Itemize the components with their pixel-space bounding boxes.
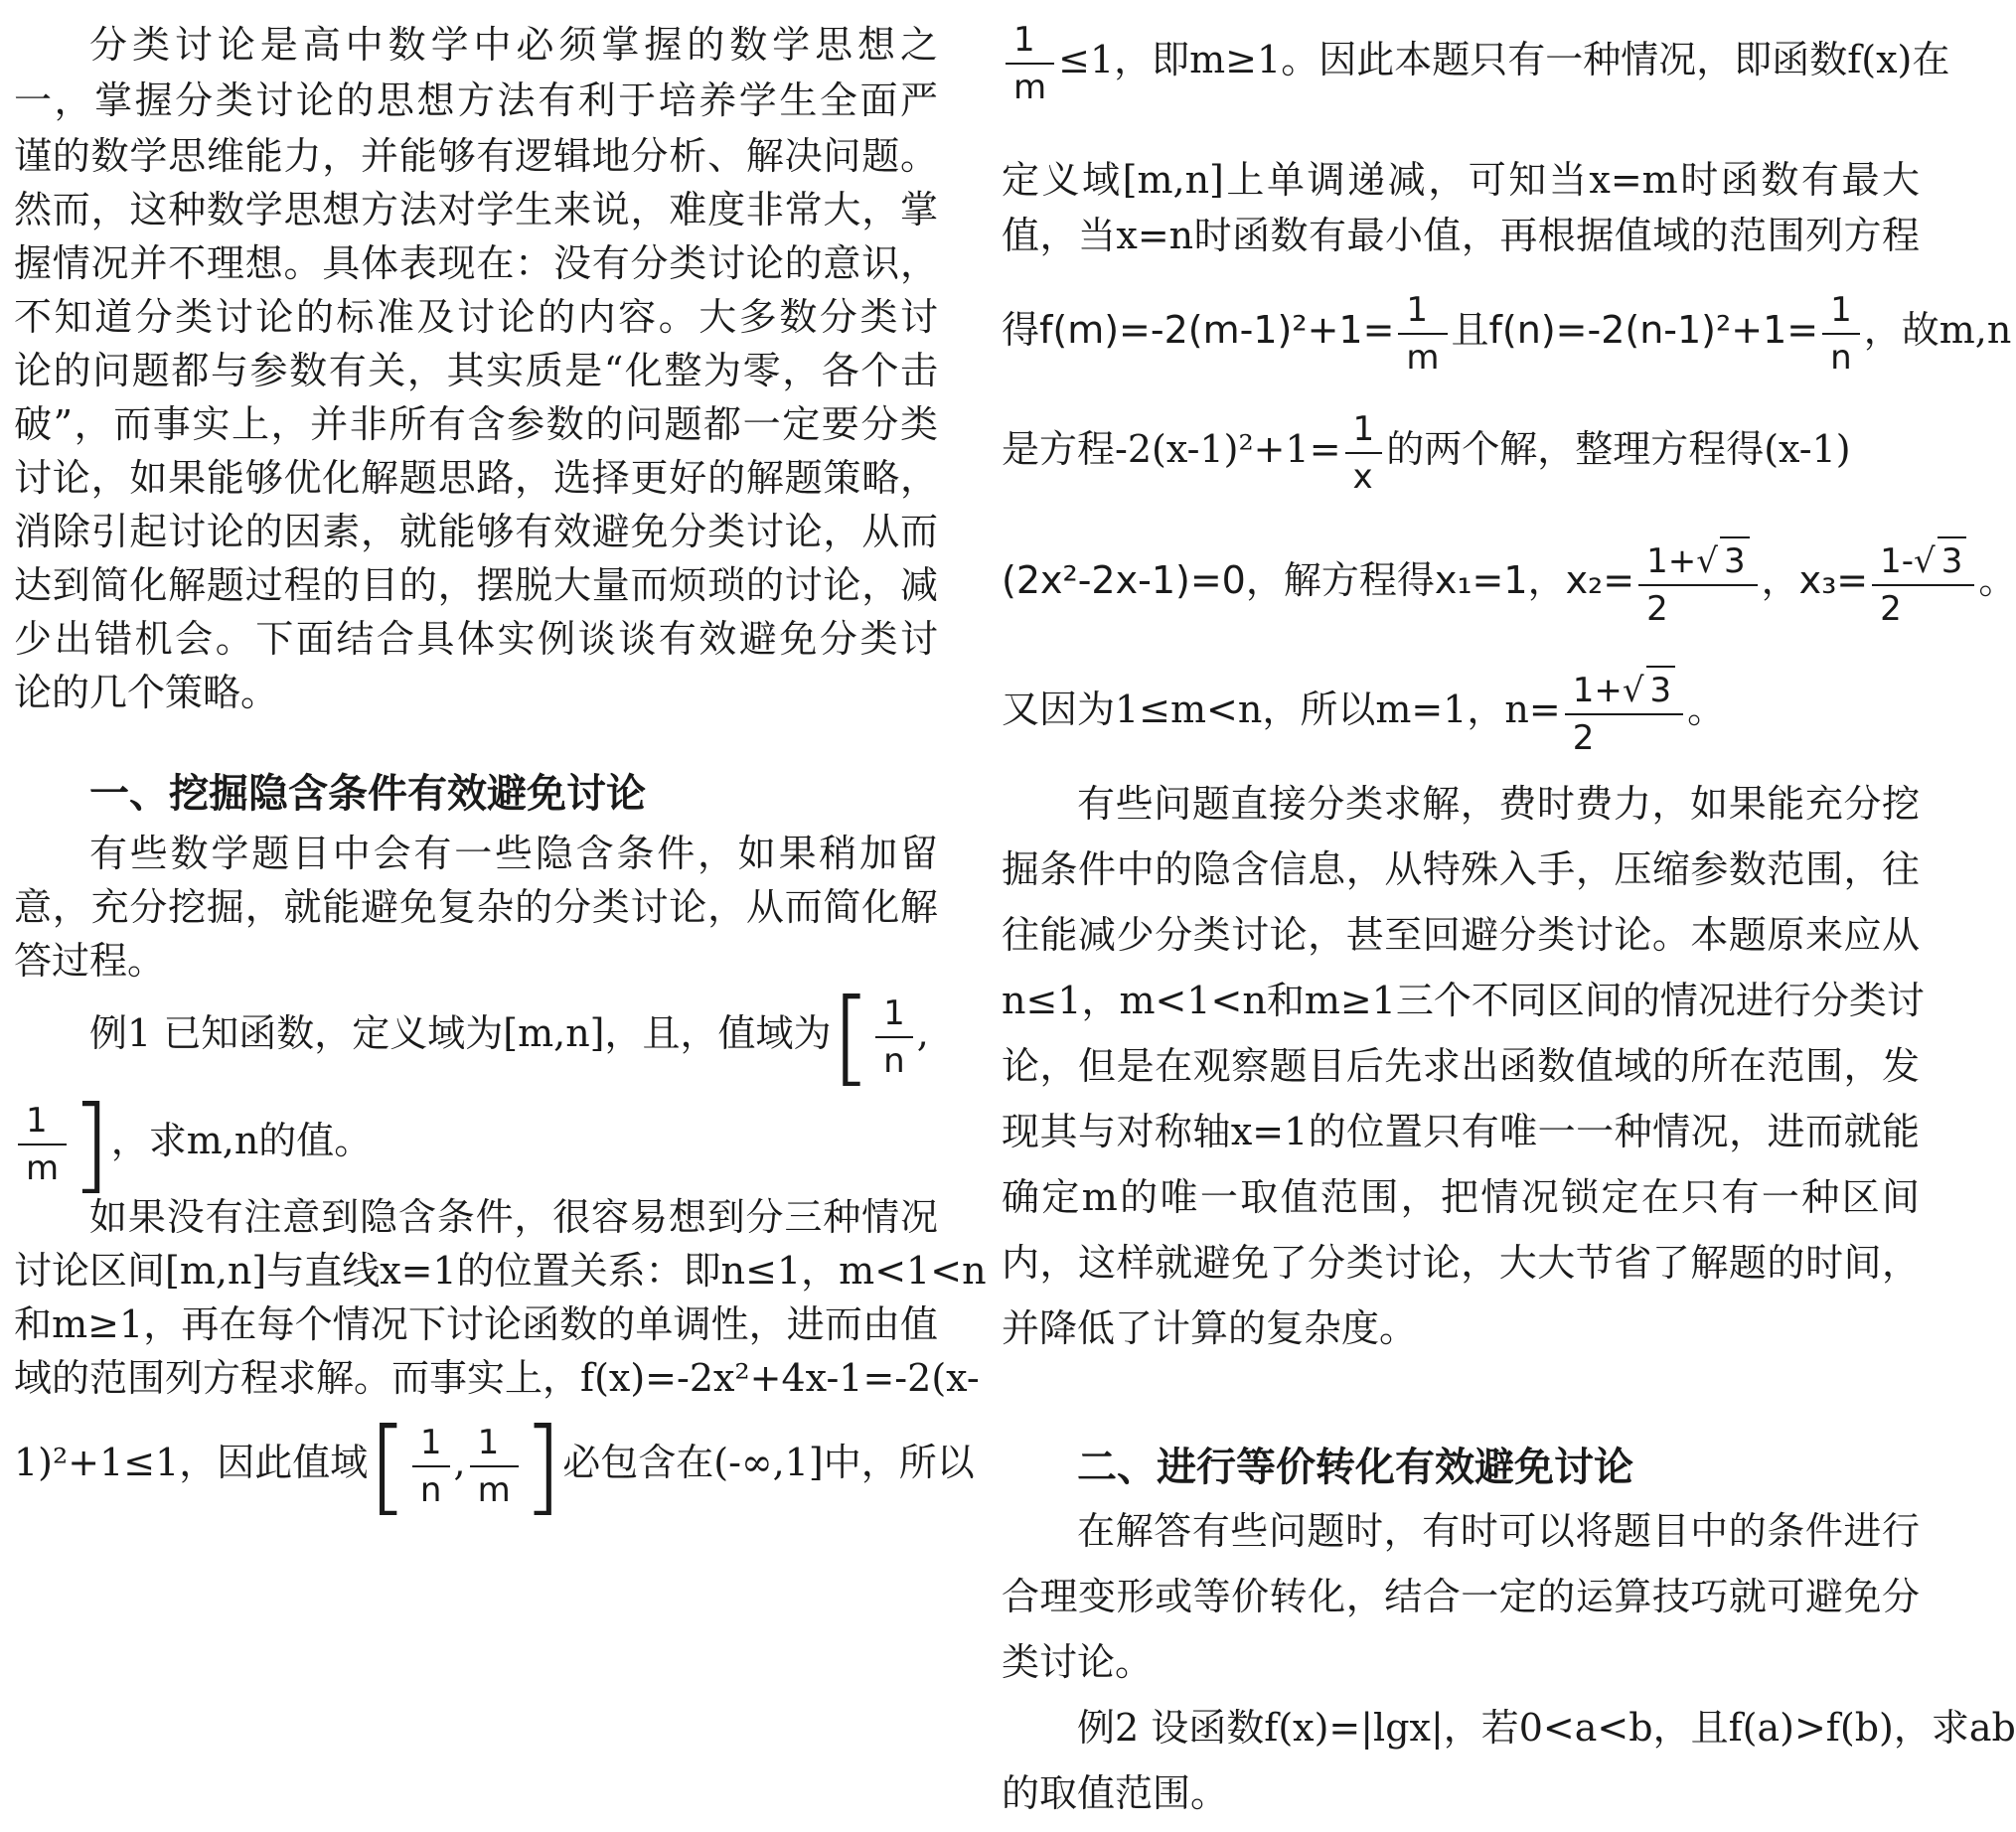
intro-line: 消除引起讨论的因素，就能够有效避免分类讨论，从而	[14, 510, 938, 553]
comma: ,	[916, 1011, 929, 1055]
para3-line: 掘条件中的隐含信息，从特殊入手，压缩参数范围，往	[1002, 847, 1920, 891]
sqrt-icon: √	[1914, 540, 1936, 581]
denominator: x	[1345, 452, 1383, 500]
denominator: n	[875, 1036, 913, 1084]
equation-line-3	[1002, 521, 2016, 640]
para3-line: 往能减少分类讨论，甚至回避分类讨论。本题原来应从	[1002, 913, 1920, 957]
eq1-text-b: 且f(n)=-2(n-1)²+1=	[1451, 308, 1819, 352]
denominator: 2	[1872, 584, 1974, 632]
intro-line: 论的问题都与参数有关，其实质是“化整为零，各个击	[14, 349, 938, 392]
eq1-text-c: ，故m,n	[1863, 308, 2012, 352]
section-heading: 一、挖掘隐含条件有效避免讨论	[89, 771, 646, 817]
para4-line: 合理变形或等价转化，结合一定的运算技巧就可避免分	[1002, 1575, 1920, 1618]
intro-line: 谨的数学思维能力，并能够有逻辑地分析、解决问题。	[14, 134, 938, 178]
numerator: 1	[26, 1100, 48, 1141]
para3-line: 有些问题直接分类求解，费时费力，如果能充分挖	[1077, 782, 1920, 826]
equation-line-1	[1002, 270, 2012, 389]
eq4-text-b: 。	[1687, 687, 1726, 731]
section1-line: 意，充分挖掘，就能避免复杂的分类讨论，从而简化解	[14, 885, 938, 929]
numerator: 1	[1013, 19, 1035, 60]
para3-line: 内，这样就避免了分类讨论，大大节省了解题的时间，	[1002, 1241, 1920, 1285]
section1-line: 有些数学题目中会有一些隐含条件，如果稍加留	[89, 832, 938, 875]
para4-line: 类讨论。	[1002, 1640, 1154, 1684]
one-minus: 1-	[1880, 540, 1915, 581]
sqrt-icon: √	[1622, 670, 1644, 710]
fraction-x3	[1872, 536, 1974, 632]
denominator: n	[1822, 333, 1860, 381]
denominator: n	[412, 1465, 450, 1513]
fraction-1-over-n	[875, 991, 913, 1084]
denominator: 2	[1565, 713, 1683, 761]
intro-line: 论的几个策略。	[14, 671, 279, 714]
intro-line: 达到简化解题过程的目的，摆脱大量而烦琐的讨论，减	[14, 563, 938, 607]
fraction-1-over-m	[18, 1098, 67, 1191]
numerator: 1	[883, 992, 905, 1033]
right-bracket: ]	[522, 1405, 563, 1527]
para2-last-line	[14, 1403, 975, 1527]
denominator: m	[1398, 333, 1447, 381]
eq3-text-a: (2x²-2x-1)=0，解方程得x₁=1，x₂=	[1002, 558, 1635, 602]
section-heading: 二、进行等价转化有效避免讨论	[1077, 1445, 1633, 1490]
radicand: 3	[1720, 536, 1750, 584]
section1-line: 答过程。	[14, 939, 166, 983]
example1-line	[14, 974, 938, 1098]
numerator: 1	[477, 1422, 500, 1462]
fraction-1-over-m	[1006, 17, 1054, 110]
intro-line: 破”，而事实上，并非所有含参数的问题都一定要分类	[14, 402, 938, 446]
one-plus: 1+	[1572, 670, 1623, 710]
numerator: 1	[1830, 289, 1852, 330]
right-bracket: ]	[71, 1083, 111, 1205]
fraction-1-over-m	[1398, 287, 1447, 381]
example1-text-2: ，求m,n的值。	[110, 1119, 373, 1162]
right-line-1-text: ≤1，即m≥1。因此本题只有一种情况，即函数f(x)在	[1058, 38, 1950, 81]
para3-line: n≤1，m<1<n和m≥1三个不同区间的情况进行分类讨	[1002, 979, 1925, 1022]
para2-line: 如果没有注意到隐含条件，很容易想到分三种情况	[89, 1195, 938, 1239]
example1-line-2	[14, 1081, 938, 1205]
numerator: 1	[419, 1422, 442, 1462]
sqrt-icon: √	[1696, 540, 1718, 581]
intro-line: 然而，这种数学思想方法对学生来说，难度非常大，掌	[14, 188, 938, 231]
para2-line: 讨论区间[m,n]与直线x=1的位置关系：即n≤1，m<1<n	[14, 1249, 987, 1293]
para3-line: 现其与对称轴x=1的位置只有唯一一种情况，进而就能	[1002, 1110, 1920, 1153]
para2-line: 和m≥1，再在每个情况下讨论函数的单调性，进而由值	[14, 1302, 938, 1346]
fraction-1-over-n	[412, 1420, 450, 1513]
radicand: 3	[1938, 536, 1967, 584]
para2-text-b: 必包含在(-∞,1]中，所以	[562, 1441, 975, 1484]
eq2-text-a: 是方程-2(x-1)²+1=	[1002, 427, 1341, 471]
eq1-text-a: 得f(m)=-2(m-1)²+1=	[1002, 308, 1395, 352]
denominator: m	[1006, 63, 1054, 110]
intro-line: 握情况并不理想。具体表现在：没有分类讨论的意识，	[14, 241, 938, 285]
fraction-1-over-m	[470, 1420, 519, 1513]
para3-line: 确定m的唯一取值范围，把情况锁定在只有一种区间	[1002, 1175, 1920, 1219]
eq3-text-b: ，x₃=	[1761, 558, 1869, 602]
intro-line: 不知道分类讨论的标准及讨论的内容。大多数分类讨	[14, 295, 938, 339]
para4-line: 在解答有些问题时，有时可以将题目中的条件进行	[1077, 1509, 1920, 1553]
fraction-1-over-x	[1345, 406, 1383, 500]
numerator	[1565, 666, 1683, 713]
one-plus: 1+	[1646, 540, 1697, 581]
eq2-text-b: 的两个解，整理方程得(x-1)	[1386, 427, 1851, 471]
para2-text-a: 1)²+1≤1，因此值域	[14, 1441, 369, 1484]
fraction-n	[1565, 666, 1683, 761]
eq3-text-c: 。	[1978, 558, 2016, 602]
equation-line-4	[1002, 650, 1920, 769]
para3-line: 并降低了计算的复杂度。	[1002, 1306, 1418, 1350]
denominator: m	[18, 1144, 67, 1191]
right-line: 值，当x=n时函数有最小值，再根据值域的范围列方程	[1002, 214, 1920, 257]
fraction-1-over-n	[1822, 287, 1860, 381]
para3-line: 论，但是在观察题目后先求出函数值域的所在范围，发	[1002, 1044, 1920, 1088]
right-line: 定义域[m,n]上单调递减，可知当x=m时函数有最大	[1002, 158, 1920, 202]
denominator: 2	[1638, 584, 1757, 632]
equation-line-2	[1002, 389, 1920, 509]
intro-line: 一，掌握分类讨论的思想方法有利于培养学生全面严	[14, 78, 938, 122]
numerator: 1	[1352, 408, 1375, 449]
intro-line: 讨论，如果能够优化解题思路，选择更好的解题策略，	[14, 456, 938, 500]
comma: ,	[453, 1441, 466, 1484]
example1-text: 例1 已知函数，定义域为[m,n]，且，值域为	[89, 1011, 832, 1055]
numerator: 1	[1406, 289, 1429, 330]
example2-line: 的取值范围。	[1002, 1771, 1229, 1815]
para2-line: 域的范围列方程求解。而事实上，f(x)=-2x²+4x-1=-2(x-	[14, 1356, 980, 1400]
left-bracket: [	[368, 1405, 408, 1527]
intro-line: 少出错机会。下面结合具体实例谈谈有效避免分类讨	[14, 617, 938, 661]
radicand: 3	[1646, 666, 1676, 713]
numerator	[1872, 536, 1974, 584]
numerator	[1638, 536, 1757, 584]
example2-line: 例2 设函数f(x)=|lgx|，若0<a<b，且f(a)>f(b)，求ab	[1077, 1706, 2016, 1750]
fraction-x2	[1638, 536, 1757, 632]
intro-line: 分类讨论是高中数学中必须掌握的数学思想之	[89, 23, 938, 67]
eq4-text-a: 又因为1≤m<n，所以m=1，n=	[1002, 687, 1561, 731]
denominator: m	[470, 1465, 519, 1513]
left-bracket: [	[831, 976, 872, 1098]
right-line-1	[1002, 0, 1950, 119]
